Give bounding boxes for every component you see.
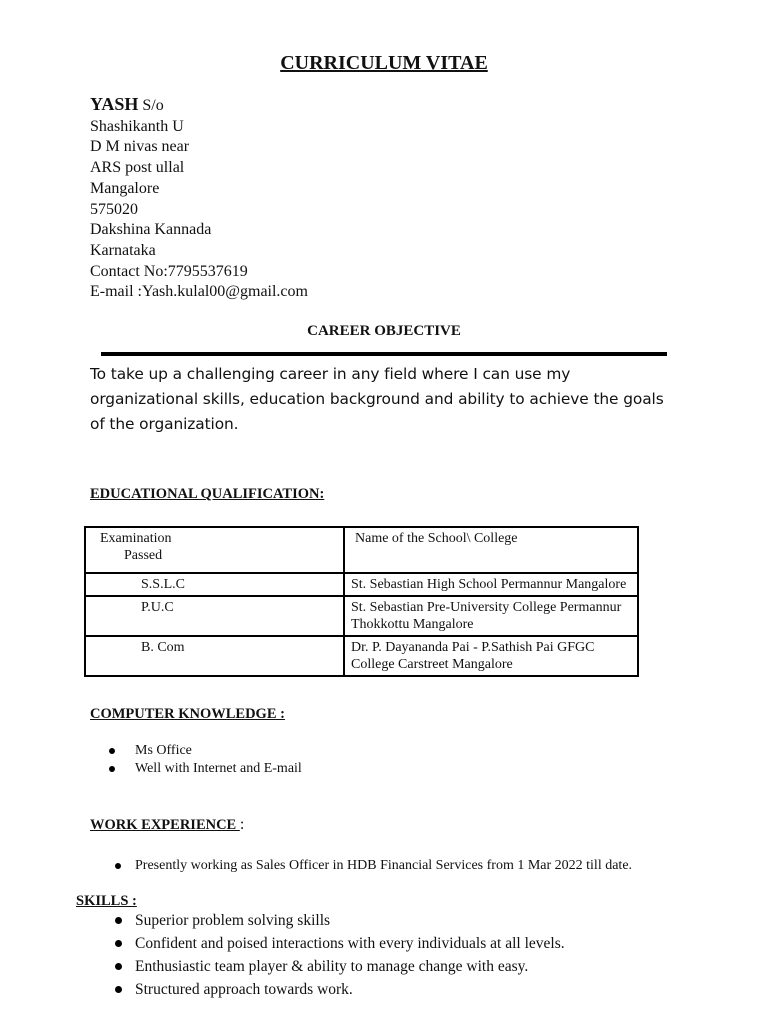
table-row bbox=[85, 636, 638, 676]
career-objective-heading: CAREER OBJECTIVE bbox=[307, 323, 461, 339]
address-line: Dakshina Kannada bbox=[90, 221, 212, 239]
address-line: 575020 bbox=[90, 200, 138, 218]
work-experience-heading: WORK EXPERIENCE bbox=[90, 817, 240, 833]
table-row bbox=[85, 573, 638, 596]
section-divider bbox=[101, 352, 667, 356]
skills-heading: SKILLS : bbox=[76, 893, 137, 909]
list-item: Well with Internet and E-mail bbox=[135, 761, 302, 776]
exam-level: P.U.C bbox=[85, 596, 344, 636]
list-item: Superior problem solving skills bbox=[135, 909, 565, 932]
work-experience-heading-row bbox=[90, 816, 244, 834]
career-objective-text: To take up a challenging career in any field where I can use my organizational skills, education background and ability to achieve the goals of the organization. bbox=[90, 365, 664, 433]
list-item: Enthusiastic team player & ability to manage change with easy. bbox=[135, 955, 565, 978]
address-line: D M nivas near bbox=[90, 138, 190, 156]
skills-list bbox=[135, 909, 565, 1001]
email-line: E-mail :Yash.kulal00@gmail.com bbox=[90, 283, 308, 301]
address-line: ARS post ullal bbox=[90, 159, 185, 177]
institution-name: Dr. P. Dayananda Pai - P.Sathish Pai GFGC College Carstreet Mangalore bbox=[344, 636, 638, 676]
address-line: Shashikanth U bbox=[90, 117, 184, 135]
education-table bbox=[84, 526, 639, 677]
institution-name: St. Sebastian Pre-University College Permannur Thokkottu Mangalore bbox=[344, 596, 638, 636]
header-examination bbox=[85, 527, 344, 573]
exam-level: S.S.L.C bbox=[85, 573, 344, 596]
list-item: Presently working as Sales Officer in HDB Financial Services from 1 Mar 2022 till date. bbox=[135, 858, 633, 873]
table-row bbox=[85, 596, 638, 636]
address-line: Mangalore bbox=[90, 179, 160, 197]
work-experience-list bbox=[135, 857, 632, 875]
address-line: Karnataka bbox=[90, 241, 156, 259]
list-item: Confident and poised interactions with every individuals at all levels. bbox=[135, 932, 565, 955]
name-line bbox=[90, 94, 308, 117]
contact-block bbox=[90, 94, 308, 303]
education-heading: EDUCATIONAL QUALIFICATION: bbox=[90, 486, 325, 502]
header-examination-line2: Passed bbox=[124, 548, 163, 563]
computer-knowledge-list bbox=[135, 742, 302, 778]
computer-knowledge-heading: COMPUTER KNOWLEDGE : bbox=[90, 706, 285, 722]
candidate-name: YASH bbox=[90, 94, 139, 114]
list-item: Structured approach towards work. bbox=[135, 978, 565, 1001]
header-institution: Name of the School\ College bbox=[344, 527, 638, 573]
document-title: CURRICULUM VITAE bbox=[280, 52, 488, 74]
table-header-row bbox=[85, 527, 638, 573]
header-examination-line1: Examination bbox=[100, 531, 172, 546]
heading-colon: : bbox=[239, 816, 245, 833]
institution-name: St. Sebastian High School Permannur Mangalore bbox=[344, 573, 638, 596]
list-item: Ms Office bbox=[135, 742, 302, 760]
contact-number: Contact No:7795537619 bbox=[90, 262, 248, 280]
exam-level: B. Com bbox=[85, 636, 344, 676]
name-suffix: S/o bbox=[142, 97, 164, 114]
